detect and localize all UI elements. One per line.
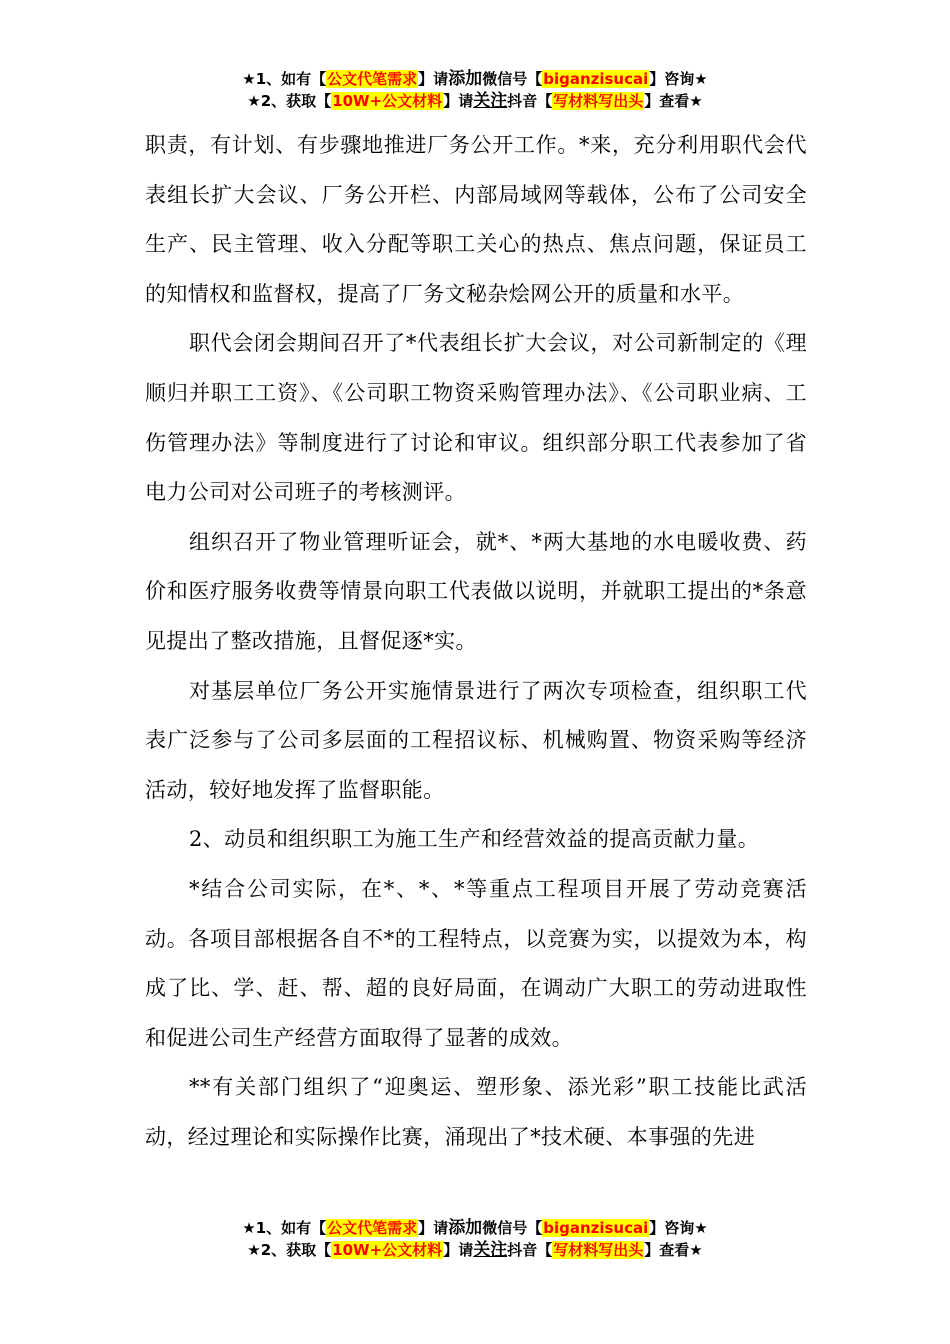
section-heading: 2、动员和组织职工为施工生产和经营效益的提高贡献力量。 xyxy=(189,827,760,852)
paragraph-4: 对基层单位厂务公开实施情景进行了两次专项检查，组织职工代表广泛参与了公司多层面的工程招议标、机械购置、物资采购等经济活动，较好地发挥了监督职能。 xyxy=(145,678,807,802)
highlight-text: biganzisucai xyxy=(543,70,649,88)
paragraph-6: **有关部门组织了“迎奥运、塑形象、添光彩”职工技能比武活动，经过理论和实际操作比赛，涌现出了*技术硬、本事强的先进 xyxy=(145,1075,807,1149)
paragraph-2: 职代会闭会期间召开了*代表组长扩大会议，对公司新制定的《理顺归并职工工资》、《公司职工物资采购管理办法》、《公司职业病、工伤管理办法》等制度进行了讨论和审议。组织部分职工代表参加了省电力公司对公司班子的考核测评。 xyxy=(145,331,807,505)
footer-banner xyxy=(0,1217,950,1261)
highlight-text: 公文代笔需求 xyxy=(327,1219,418,1237)
highlight-text: 写材料写出头 xyxy=(553,1241,644,1259)
highlight-text: 10W+公文材料 xyxy=(332,1241,443,1259)
paragraph-1: 职责，有计划、有步骤地推进厂务公开工作。*来，充分利用职代会代表组长扩大会议、厂务公开栏、内部局域网等载体，公布了公司安全生产、民主管理、收入分配等职工关心的热点、焦点问题，保证员工的知情权和监督权，提高了厂务文秘杂烩网公开的质量和水平。 xyxy=(145,133,807,306)
header-banner xyxy=(0,68,950,112)
highlight-text: 10W+公文材料 xyxy=(332,92,443,110)
paragraph-5: *结合公司实际，在*、*、*等重点工程项目开展了劳动竞赛活动。各项目部根据各自不*的工程特点，以竞赛为实，以提效为本，构成了比、学、赶、帮、超的良好局面，在调动广大职工的劳动进取性和促进公司生产经营方面取得了显著的成效。 xyxy=(145,876,807,1050)
document-body xyxy=(145,121,807,1162)
paragraph-3: 组织召开了物业管理听证会，就*、*两大基地的水电暖收费、药价和医疗服务收费等情景向职工代表做以说明，并就职工提出的*条意见提出了整改措施，且督促逐*实。 xyxy=(145,529,807,653)
banner-line-2: ★2、获取【10W+公文材料】请关注抖音【写材料写出头】查看★ xyxy=(247,91,703,111)
banner-line-2: ★2、获取【10W+公文材料】请关注抖音【写材料写出头】查看★ xyxy=(247,1240,703,1260)
banner-line-1: ★1、如有【公文代笔需求】请添加微信号【biganzisucai】咨询★ xyxy=(242,1218,708,1238)
highlight-text: 写材料写出头 xyxy=(553,92,644,110)
highlight-text: biganzisucai xyxy=(543,1219,649,1237)
highlight-text: 公文代笔需求 xyxy=(327,70,418,88)
banner-line-1: ★1、如有【公文代笔需求】请添加微信号【biganzisucai】咨询★ xyxy=(242,69,708,89)
